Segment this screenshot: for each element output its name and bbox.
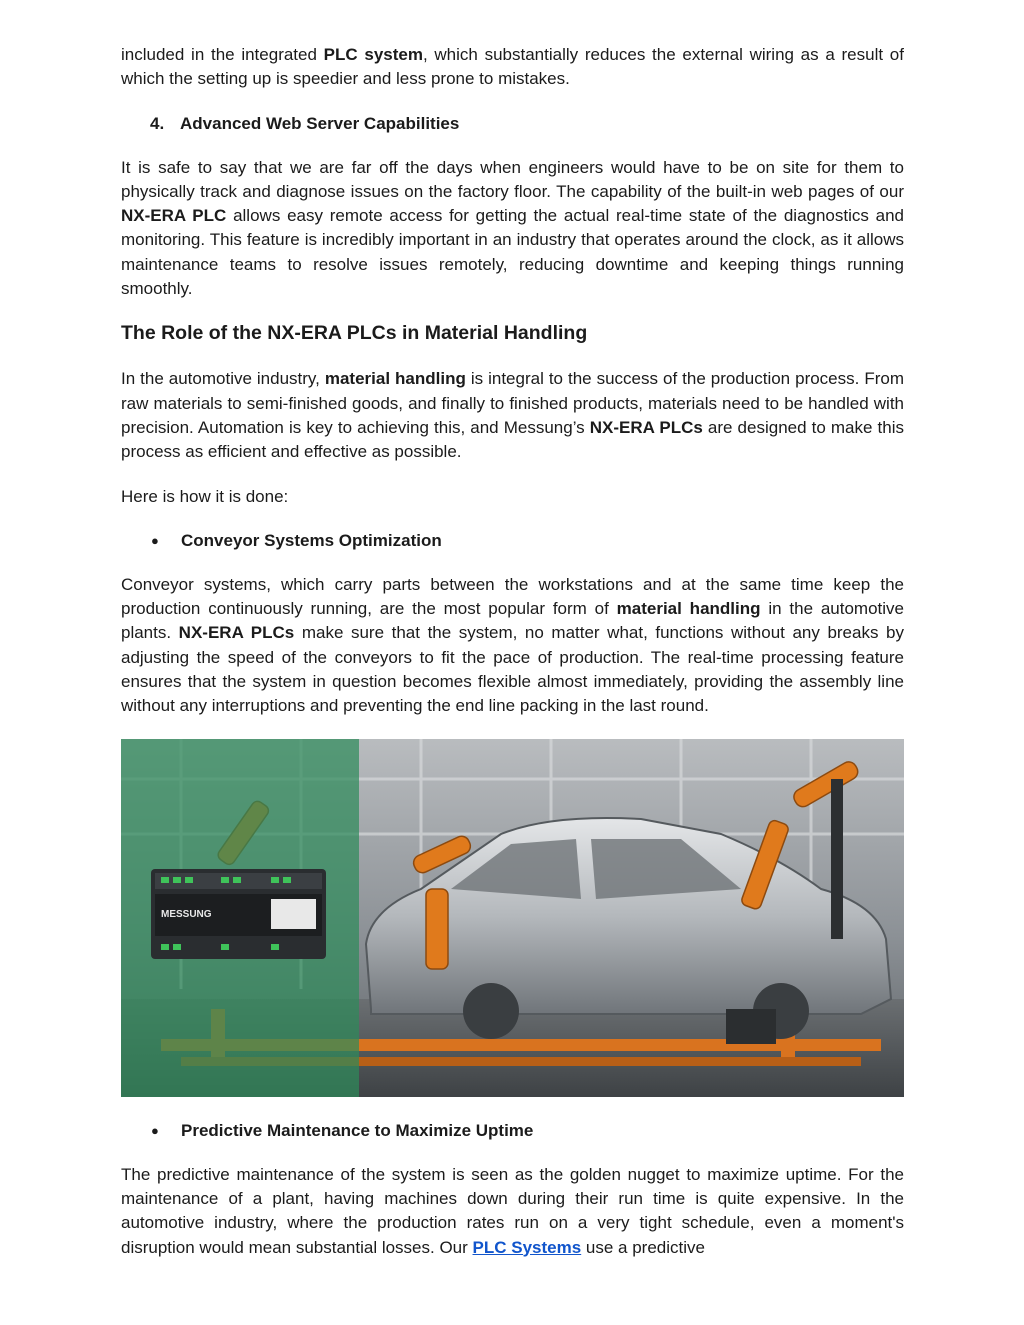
car-assembly-figure: [121, 739, 904, 1097]
material-handling-paragraph: In the automotive industry, material handling is integral to the success of the production process. From raw materials to semi-finished goods, and finally to finished products, materials need to be handled with precision. Automation is key to achieving this, and Messung’s NX-ERA PLCs are designed to make this process as efficient and effective as possible.: [121, 369, 904, 462]
web-server-paragraph: It is safe to say that we are far off the days when engineers would have to be on site for them to physically track and diagnose issues on the factory floor. The capability of the built-in web pages of our NX-ERA PLC allows easy remote access for getting the actual real-time state of the diagnostics and monitoring. This feature is incredibly important in an industry that operates around the clock, as it allows maintenance teams to resolve issues remotely, reducing downtime and keeping things running smoothly.: [121, 157, 905, 299]
list-item-advanced-web-server: [121, 112, 904, 136]
list-item-label: Predictive Maintenance to Maximize Uptime: [181, 1120, 534, 1140]
list-item-label: Advanced Web Server Capabilities: [180, 113, 460, 133]
bullet-icon: ●: [151, 1122, 159, 1138]
intro-paragraph: included in the integrated PLC system, which substantially reduces the external wiring as a result of which the setting up is speedier and less prone to mistakes.: [121, 45, 904, 89]
how-it-is-done-text: Here is how it is done:: [121, 486, 289, 506]
list-item-conveyor-systems: [121, 529, 904, 553]
plc-brand-label: MESSUNG: [161, 908, 212, 920]
bullet-icon: ●: [151, 532, 159, 548]
predictive-paragraph: The predictive maintenance of the system is seen as the golden nugget to maximize uptime. For the maintenance of a plant, having machines down during their run time is quite expensive. In the automotive industry, where the production rates run on a very tight schedule, even a moment's disruption would mean substantial losses. Our PLC Systems use a predictive: [121, 1164, 904, 1257]
list-item-predictive-maintenance: [121, 1119, 904, 1143]
conveyor-paragraph: Conveyor systems, which carry parts between the workstations and at the same time keep the production continuously running, are the most popular form of material handling in the automotive plants. NX-ERA PLCs make sure that the system, no matter what, functions without any breaks by adjusting the speed of the conveyors to fit the pace of production. The real-time processing feature ensures that the system in question becomes flexible almost immediately, providing the assembly line without any interruptions and preventing the end line packing in the last round.: [121, 574, 905, 716]
list-item-label: Conveyor Systems Optimization: [181, 530, 442, 550]
section-heading: The Role of the NX-ERA PLCs in Material Handling: [121, 322, 588, 345]
car-assembly-illustration: [121, 739, 904, 1097]
plc-systems-link[interactable]: PLC Systems: [472, 1237, 582, 1257]
list-number: 4.: [150, 113, 165, 133]
document-page: [121, 43, 904, 1280]
